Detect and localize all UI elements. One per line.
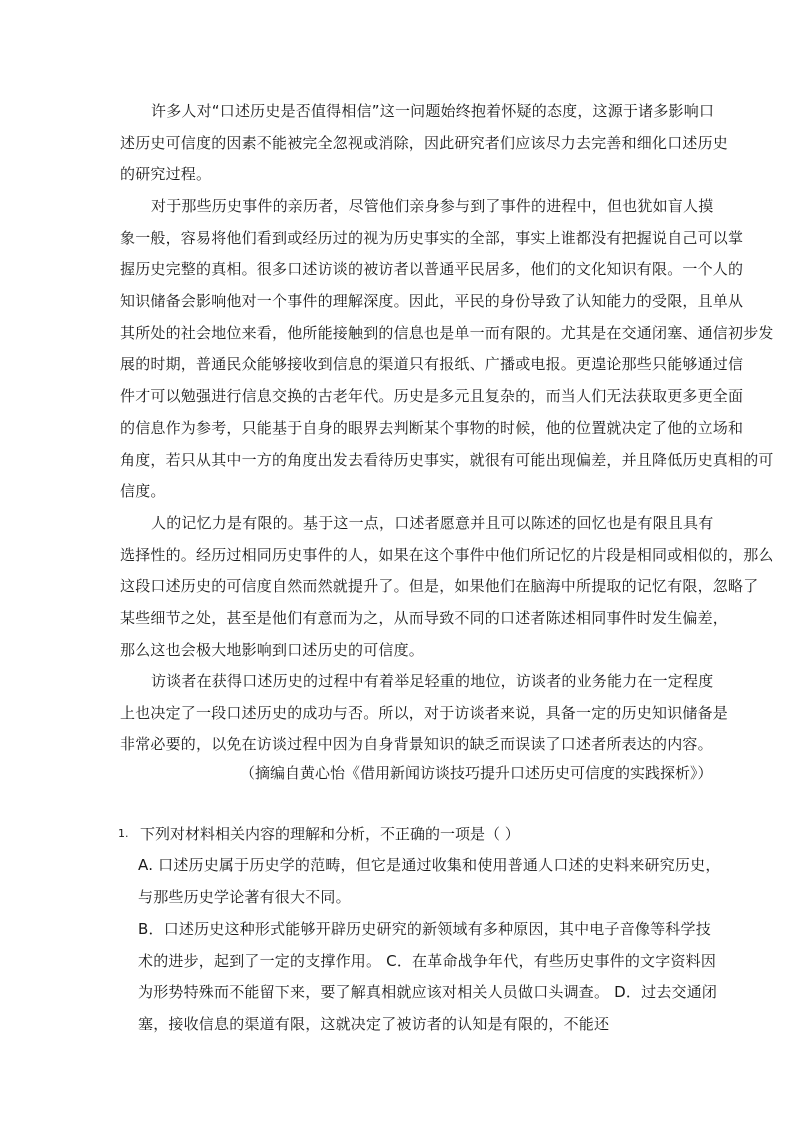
source-citation: （摘编自黄心怡《借用新闻访谈技巧提升口述历史可信度的实践探析》） — [240, 764, 713, 782]
option-line: 为形势特殊而不能留下来，要了解真相就应该对相关人员做口头调查。 D．过去交通闭 — [138, 983, 718, 1001]
text-line: 上也决定了一段口述历史的成功与否。所以，对于访谈者来说，具备一定的历史知识储备是 — [120, 703, 729, 722]
option-line: 与那些历史学论著有很大不同。 — [138, 887, 351, 906]
paragraph-4 — [120, 666, 729, 761]
text-line: 访谈者在获得口述历史的过程中有着举足轻重的地位，访谈者的业务能力在一定程度 — [151, 672, 714, 690]
text-line: 这段口述历史的可信度自然而然就提升了。但是，如果他们在脑海中所提取的记忆有限，忽略了 — [120, 577, 759, 596]
question-stem: 下列对材料相关内容的理解和分析，不正确的一项是（ ） — [140, 825, 520, 843]
option-line: 术的进步，起到了一定的支撑作用。 C．在革命战争年代，有些历史事件的文字资料因 — [138, 951, 717, 970]
text-line: 非常必要的，以免在访谈过程中因为自身背景知识的缺乏而误读了口述者所表达的内容。 — [120, 735, 713, 754]
text-line: 述历史可信度的因素不能被完全忽视或消除，因此研究者们应该尽力去完善和细化口述历史 — [120, 133, 729, 152]
paragraph-2 — [120, 191, 774, 508]
text-line: 信度。 — [120, 482, 166, 501]
paragraph-1 — [120, 96, 729, 191]
option-line: 塞，接收信息的渠道有限，这就决定了被访者的认知是有限的，不能还 — [138, 1014, 610, 1033]
text-line: 的信息作为参考，只能基于自身的眼界去判断某个事物的时候，他的位置就决定了他的立场和 — [120, 418, 744, 437]
question-number: 1. — [118, 827, 129, 840]
text-line: 其所处的社会地位来看，他所能接触到的信息也是单一而有限的。尤其是在交通闭塞、通信初步发 — [120, 323, 774, 342]
text-line: 展的时期，普通民众能够接收到信息的渠道只有报纸、广播或电报。更遑论那些只能够通过信 — [120, 355, 744, 374]
paragraph-3 — [120, 508, 774, 666]
text-line: 握历史完整的真相。很多口述访谈的被访者以普通平民居多，他们的文化知识有限。一个人的 — [120, 260, 744, 279]
text-line: 某些细节之处，甚至是他们有意而为之，从而导致不同的口述者陈述相同事件时发生偏差， — [120, 609, 729, 628]
option-a — [138, 850, 721, 913]
text-line: 许多人对“口述历史是否值得相信”这一问题始终抱着怀疑的态度，这源于诸多影响口 — [151, 102, 715, 120]
text-line: 那么这也会极大地影响到口述历史的可信度。 — [120, 640, 425, 659]
text-line: 件才可以勉强进行信息交换的古老年代。历史是多元且复杂的，而当人们无法获取更多更全面 — [120, 387, 744, 406]
text-line: 对于那些历史事件的亲历者，尽管他们亲身参与到了事件的进程中，但也犹如盲人摸 — [151, 197, 714, 215]
text-line: 人的记忆力是有限的。基于这一点，口述者愿意并且可以陈述的回忆也是有限且具有 — [151, 514, 714, 532]
option-line: B．口述历史这种形式能够开辟历史研究的新领域有多种原因，其中电子音像等科学技 — [138, 920, 711, 938]
text-line: 知识储备会影响他对一个事件的理解深度。因此，平民的身份导致了认知能力的受限，且单从 — [120, 292, 744, 311]
text-line: 选择性的。经历过相同历史事件的人，如果在这个事件中他们所记忆的片段是相同或相似的，那么 — [120, 545, 774, 564]
text-line: 角度，若只从其中一方的角度出发去看待历史事实，就很有可能出现偏差，并且降低历史真相的可 — [120, 450, 774, 469]
option-line: A. 口述历史属于历史学的范畴，但它是通过收集和使用普通人口述的史料来研究历史， — [138, 856, 721, 874]
options-bcd — [138, 914, 718, 1040]
text-line: 象一般，容易将他们看到或经历过的视为历史事实的全部，事实上谁都没有把握说自己可以掌 — [120, 228, 744, 247]
text-line: 的研究过程。 — [120, 165, 212, 184]
